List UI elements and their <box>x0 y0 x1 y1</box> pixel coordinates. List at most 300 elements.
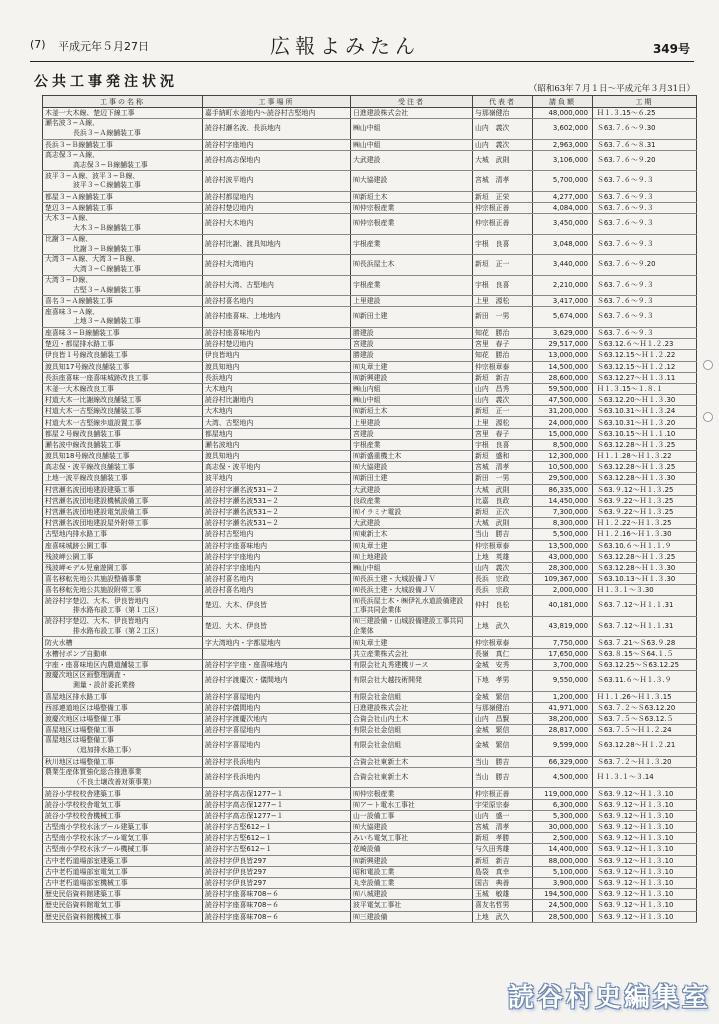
cell-place: 読谷村大木地内 <box>203 214 351 235</box>
cell-amount: 88,000,000 <box>533 855 593 866</box>
cell-amount: 15,000,000 <box>533 428 593 439</box>
cell-name-line: 伊良皆１号線改良舗装工事 <box>45 351 128 360</box>
cell-name <box>43 119 203 140</box>
cell-contractor: ㈱山中組 <box>351 119 473 140</box>
cell-contractor: 宮建設 <box>351 339 473 350</box>
cell-amount: 2,963,000 <box>533 139 593 150</box>
cell-name <box>43 361 203 372</box>
cell-name-line: 渡慶次地区区画整理調査・ <box>45 671 128 680</box>
table-row <box>43 171 697 192</box>
cell-period: Ｓ63.10.31〜Ｈ１.３.20 <box>593 417 697 428</box>
cell-name-line: 喜名３−Ａ線舗装工事 <box>45 297 113 306</box>
cell-name <box>43 339 203 350</box>
cell-period: Ｈ１.２.22〜Ｈ１.３.25 <box>593 518 697 529</box>
cell-period: Ｓ63.７.６〜９.３ <box>593 171 697 192</box>
cell-contractor: 共立産業株式会社 <box>351 648 473 659</box>
cell-rep: 長浜 宗政 <box>473 585 533 596</box>
cell-name-line: 長浜３−Ｂ線舗装工事 <box>45 140 113 149</box>
cell-name <box>43 296 203 307</box>
cell-contractor: ㈲新興建設 <box>351 855 473 866</box>
cell-name-line: 歴史民俗資料館電気工事 <box>45 901 121 910</box>
cell-period: Ｈ１.３.１〜３.14 <box>593 767 697 788</box>
table-row <box>43 810 697 821</box>
cell-contractor: 丸幸設備工業 <box>351 877 473 888</box>
cell-name-line: 長浜座喜味一座喜味城跡改良工事 <box>45 373 149 382</box>
cell-contractor: ㈲仲宗根産業 <box>351 214 473 235</box>
cell-name-line: 座喜味城跡公園工事 <box>45 541 108 550</box>
cell-amount: 38,200,000 <box>533 713 593 724</box>
table-row <box>43 866 697 877</box>
cell-amount: 28,300,000 <box>533 562 593 573</box>
cell-place: 読谷村波平地内 <box>203 171 351 192</box>
cell-rep: 大城 武則 <box>473 484 533 495</box>
cell-rep: 新垣 正一 <box>473 255 533 276</box>
cell-place: 波平地内 <box>203 473 351 484</box>
cell-contractor: 良政産業 <box>351 495 473 506</box>
cell-name <box>43 855 203 866</box>
cell-period: Ｓ63.９.22〜Ｈ１.３.25 <box>593 506 697 517</box>
cell-period: Ｓ63.12.28〜Ｈ１.３.25 <box>593 462 697 473</box>
cell-period: Ｓ63.７.５〜Ｓ63.12.５ <box>593 713 697 724</box>
cell-place: 読谷村座喜味、上地地内 <box>203 307 351 328</box>
cell-rep: 宮里 春子 <box>473 428 533 439</box>
cell-period: Ｓ63.12.28〜Ｈ１.３.30 <box>593 562 697 573</box>
cell-amount: 43,819,000 <box>533 616 593 637</box>
table-row <box>43 191 697 202</box>
cell-name-line: 古中老朽道場部室機械工事 <box>45 879 128 888</box>
table-row <box>43 406 697 417</box>
cell-place: 読谷村字喜屋地内 <box>203 736 351 757</box>
cell-place: 嘉手納町水釜地内〜読谷村古堅地内 <box>203 108 351 119</box>
cell-rep: 島袋 真幸 <box>473 866 533 877</box>
cell-name <box>43 462 203 473</box>
table-row <box>43 799 697 810</box>
cell-place: 大木地内 <box>203 383 351 394</box>
cell-rep: 長嶺 真仁 <box>473 648 533 659</box>
cell-place: 読谷村字座喜味地内 <box>203 540 351 551</box>
cell-amount: 48,000,000 <box>533 108 593 119</box>
table-row <box>43 540 697 551</box>
cell-place: 読谷村字儀間地内 <box>203 702 351 713</box>
cell-amount: 3,602,000 <box>533 119 593 140</box>
cell-name <box>43 822 203 833</box>
cell-place: 読谷村瀬名波、長浜地内 <box>203 119 351 140</box>
cell-rep: 仲宗根正善 <box>473 203 533 214</box>
table-row <box>43 296 697 307</box>
cell-place: 瀬名波地内 <box>203 439 351 450</box>
cell-period: Ｓ63.７.６〜９.３ <box>593 275 697 296</box>
cell-place: 読谷村喜名地内 <box>203 296 351 307</box>
cell-amount: 2,210,000 <box>533 275 593 296</box>
cell-amount: 9,599,000 <box>533 736 593 757</box>
cell-name <box>43 451 203 462</box>
cell-period: Ｓ63.10.31〜Ｈ１.３.24 <box>593 406 697 417</box>
cell-amount: 3,900,000 <box>533 877 593 888</box>
table-row <box>43 736 697 757</box>
cell-name-line: 読谷小学校校舎電気工事 <box>45 800 121 809</box>
table-row <box>43 529 697 540</box>
cell-period: Ｈ１.１.28〜Ｈ１.３.22 <box>593 451 697 462</box>
cell-contractor: ㈲丸章土建 <box>351 637 473 648</box>
cell-place: 大湾、古堅地内 <box>203 417 351 428</box>
cell-period: Ｓ63.７.12〜Ｈ１.１.31 <box>593 596 697 617</box>
cell-period: Ｓ63.７.21〜Ｓ63.９.28 <box>593 637 697 648</box>
cell-amount: 5,300,000 <box>533 810 593 821</box>
cell-period: Ｓ63.10.13〜Ｈ１.３.30 <box>593 574 697 585</box>
cell-amount: 5,500,000 <box>533 529 593 540</box>
cell-period: Ｓ63.９.12〜Ｈ１.３.10 <box>593 866 697 877</box>
cell-name <box>43 108 203 119</box>
cell-amount: 4,277,000 <box>533 191 593 202</box>
cell-rep: 上地 武久 <box>473 911 533 922</box>
cell-period: Ｓ63.７.12〜Ｈ１.１.31 <box>593 616 697 637</box>
table-row <box>43 574 697 585</box>
cell-amount: 3,417,000 <box>533 296 593 307</box>
table-row <box>43 833 697 844</box>
cell-rep: 比嘉 良政 <box>473 495 533 506</box>
cell-amount: 59,500,000 <box>533 383 593 394</box>
cell-contractor: 有限会社丸秀建機リース <box>351 659 473 670</box>
cell-name <box>43 562 203 573</box>
table-row <box>43 473 697 484</box>
table-row <box>43 648 697 659</box>
cell-place: 大木地内 <box>203 406 351 417</box>
cell-name <box>43 810 203 821</box>
cell-period: Ｓ63.９.12〜Ｈ１.３.10 <box>593 822 697 833</box>
col-header-contractor: 受注者 <box>351 96 473 108</box>
table-row <box>43 659 697 670</box>
cell-place: 読谷村字座地内 <box>203 139 351 150</box>
cell-name-line: 排水路布設工事（第１工区） <box>73 606 163 615</box>
cell-name-line: 古堅南小学校水泳プール電気工事 <box>45 834 149 843</box>
cell-place: 渡具知地内 <box>203 451 351 462</box>
col-header-place: 工事場所 <box>203 96 351 108</box>
cell-rep: 仲村 良松 <box>473 596 533 617</box>
cell-contractor: 有限会社金信組 <box>351 736 473 757</box>
cell-amount: 29,517,000 <box>533 339 593 350</box>
cell-place: 読谷村字宇座・座喜味地内 <box>203 659 351 670</box>
cell-contractor: みいち電気工事社 <box>351 833 473 844</box>
cell-amount: 5,100,000 <box>533 866 593 877</box>
cell-amount: 29,500,000 <box>533 473 593 484</box>
cell-contractor: ㈲イラミナ電設 <box>351 506 473 517</box>
cell-contractor: 合資会社山内土木 <box>351 713 473 724</box>
cell-rep: 大城 武則 <box>473 518 533 529</box>
cell-rep: 国吉 典善 <box>473 877 533 888</box>
cell-rep: 宇栄原宗泰 <box>473 799 533 810</box>
cell-amount: 24,000,000 <box>533 417 593 428</box>
table-row <box>43 108 697 119</box>
cell-name <box>43 637 203 648</box>
table-row <box>43 327 697 338</box>
cell-rep: 仲宗根章泰 <box>473 540 533 551</box>
cell-period: Ｓ63.７.６〜９.20 <box>593 255 697 276</box>
cell-contractor: 上里建設 <box>351 296 473 307</box>
cell-contractor: 山一設備工事 <box>351 810 473 821</box>
cell-name <box>43 439 203 450</box>
table-row <box>43 637 697 648</box>
cell-name-line: 読谷小学校校舎機械工事 <box>45 811 121 820</box>
table-row <box>43 150 697 171</box>
cell-place: 読谷村字渡慶次・儀間地内 <box>203 671 351 692</box>
cell-name <box>43 383 203 394</box>
cell-amount: 4,500,000 <box>533 767 593 788</box>
cell-amount: 109,367,000 <box>533 574 593 585</box>
cell-period: Ｓ63.８.15〜Ｓ64.１.５ <box>593 648 697 659</box>
cell-period: Ｈ１.１.26〜Ｈ１.３.15 <box>593 691 697 702</box>
cell-place <box>203 648 351 659</box>
cell-rep: 新垣 正一 <box>473 406 533 417</box>
table-row <box>43 395 697 406</box>
cell-period: Ｓ63.12.28〜Ｈ１.２.21 <box>593 736 697 757</box>
cell-contractor: ㈲新垣土木 <box>351 191 473 202</box>
cell-name-line: 喜屋地区は場整備工事 <box>45 726 114 735</box>
table-row <box>43 671 697 692</box>
cell-period: Ｓ63.７.６〜９.３ <box>593 191 697 202</box>
cell-rep: 当山 勝吉 <box>473 529 533 540</box>
cell-amount: 28,817,000 <box>533 725 593 736</box>
table-row <box>43 372 697 383</box>
table-row <box>43 788 697 799</box>
cell-rep: 新垣 孝勝 <box>473 833 533 844</box>
table-row <box>43 255 697 276</box>
cell-place: 読谷村字瀬名波531−２ <box>203 484 351 495</box>
cell-amount: 28,500,000 <box>533 911 593 922</box>
page-header <box>30 28 690 58</box>
table-row <box>43 713 697 724</box>
table-row <box>43 702 697 713</box>
cell-period: Ｓ63.９.22〜Ｈ１.３.25 <box>593 495 697 506</box>
cell-name-line: 高志保・波平線改良舗装工事 <box>45 463 135 472</box>
table-row <box>43 877 697 888</box>
cell-name-line: 都屋２号線改良舗装工事 <box>45 429 121 438</box>
cell-rep: 山内 義次 <box>473 562 533 573</box>
cell-name-line: 宇座・座喜味地区内農道舗装工事 <box>45 660 149 669</box>
cell-place: 読谷村字宇座地内 <box>203 562 351 573</box>
cell-place: 読谷村比謝地内 <box>203 395 351 406</box>
cell-period: Ｓ63.７.２〜Ｈ１.３.20 <box>593 756 697 767</box>
cell-name <box>43 767 203 788</box>
cell-rep: 上里 源松 <box>473 417 533 428</box>
cell-place: 伊良皆地内 <box>203 350 351 361</box>
cell-amount: 194,500,000 <box>533 889 593 900</box>
cell-name <box>43 574 203 585</box>
cell-name-line: 瀬名波３−Ａ線、 <box>45 119 100 128</box>
cell-contractor: ㈲八城建設 <box>351 889 473 900</box>
cell-contractor: 波平電気工事社 <box>351 900 473 911</box>
table-row <box>43 383 697 394</box>
cell-name <box>43 406 203 417</box>
cell-amount: 31,200,000 <box>533 406 593 417</box>
cell-period: Ｈ１.３.15〜６.25 <box>593 108 697 119</box>
table-row <box>43 562 697 573</box>
cell-amount: 6,300,000 <box>533 799 593 810</box>
cell-name-line: 上地３−Ａ線舗装工事 <box>73 317 141 326</box>
cell-contractor: ㈲長浜土建・大城設備ＪＶ <box>351 585 473 596</box>
table-row <box>43 725 697 736</box>
cell-amount: 12,300,000 <box>533 451 593 462</box>
cell-rep: 新垣 新吉 <box>473 855 533 866</box>
cell-place: 読谷村字高志保1277−１ <box>203 799 351 810</box>
col-header-period: 工期 <box>593 96 697 108</box>
cell-place: 楚辺、大木、伊良皆 <box>203 616 351 637</box>
cell-contractor: ㈲長浜屋土木・㈱伊礼水道設備建設工事共同企業体 <box>351 596 473 617</box>
cell-contractor: ㈲仲宗根産業 <box>351 788 473 799</box>
cell-name-line: 村営瀬名波団地建設機械設備工事 <box>45 496 149 505</box>
cell-contractor: 大武建設 <box>351 518 473 529</box>
cell-period: Ｓ63.12.15〜Ｈ１.２.22 <box>593 350 697 361</box>
cell-place: 字大湾地内・字都屋地内 <box>203 637 351 648</box>
col-header-rep: 代表者 <box>473 96 533 108</box>
issue-page: 349号 <box>652 42 690 56</box>
cell-rep: 山内 義次 <box>473 119 533 140</box>
header-rule <box>30 61 694 62</box>
cell-period: Ｓ63.12.28〜Ｈ１.３.25 <box>593 439 697 450</box>
cell-name <box>43 484 203 495</box>
cell-rep: 山内 昌賢 <box>473 713 533 724</box>
table-row <box>43 855 697 866</box>
cell-amount: 5,700,000 <box>533 171 593 192</box>
cell-period: Ｓ63.12.25〜Ｓ63.12.25 <box>593 659 697 670</box>
cell-place: 読谷村喜名地内 <box>203 574 351 585</box>
cell-period: Ｓ63.７.６〜９.３ <box>593 203 697 214</box>
table-row <box>43 691 697 702</box>
cell-contractor: ㈱山中組 <box>351 395 473 406</box>
cell-name-line: 村道大木一古堅線歩道設置工事 <box>45 418 142 427</box>
cell-name-line: 西部連道地区は場整備工事 <box>45 703 128 712</box>
cell-name-line: 村営瀬名波団地建設屋外附帯工事 <box>45 519 149 528</box>
cell-contractor: 日進建設株式会社 <box>351 108 473 119</box>
cell-contractor: 合資会社東新土木 <box>351 767 473 788</box>
cell-name <box>43 713 203 724</box>
cell-contractor: ㈲新垣土木 <box>351 406 473 417</box>
cell-contractor: 宇根産業 <box>351 275 473 296</box>
cell-name <box>43 596 203 617</box>
cell-name-line: 残波岬モデル児童遊園工事 <box>45 563 128 572</box>
cell-contractor: ㈲丸章土建 <box>351 361 473 372</box>
cell-name-line: 座喜味３−Ａ線、 <box>45 307 100 316</box>
cell-rep: 上地 武久 <box>473 616 533 637</box>
cell-name-line: 木釜一大木線改良工事 <box>45 384 114 393</box>
cell-name-line: 農業生産体質強化総合推進事業 <box>45 768 142 777</box>
archive-stamp: 読谷村史編集室 <box>507 983 711 1013</box>
cell-contractor: ㈲新興建設 <box>351 372 473 383</box>
cell-name-line: 高志保３−Ｂ線舗装工事 <box>73 160 148 169</box>
cell-place: 読谷村字宇座地内 <box>203 551 351 562</box>
cell-rep: 仲宗根正善 <box>473 788 533 799</box>
cell-contractor: ㈲大協建設 <box>351 822 473 833</box>
cell-place: 渡具知地内 <box>203 361 351 372</box>
cell-place: 都屋地内 <box>203 428 351 439</box>
cell-place: 読谷村字座喜味708−６ <box>203 900 351 911</box>
table-row <box>43 596 697 617</box>
cell-period: Ｓ63.12.27〜Ｈ１.３.11 <box>593 372 697 383</box>
cell-contractor: ㈲上地建設 <box>351 551 473 562</box>
cell-name <box>43 350 203 361</box>
table-row <box>43 234 697 255</box>
table-row <box>43 214 697 235</box>
cell-period: Ｓ63.７.５〜Ｈ１.２.24 <box>593 725 697 736</box>
cell-name <box>43 191 203 202</box>
cell-contractor: 日進建設株式会社 <box>351 702 473 713</box>
cell-amount: 3,629,000 <box>533 327 593 338</box>
cell-amount: 3,450,000 <box>533 214 593 235</box>
cell-rep: 大城 武則 <box>473 150 533 171</box>
cell-name-line: 村営瀬名波団地建設建築工事 <box>45 485 135 494</box>
cell-place: 読谷村座喜味地内 <box>203 327 351 338</box>
cell-name <box>43 529 203 540</box>
table-row <box>43 911 697 922</box>
cell-amount: 17,650,000 <box>533 648 593 659</box>
cell-amount: 8,300,000 <box>533 518 593 529</box>
cell-period: Ｓ63.９.12〜Ｈ１.３.10 <box>593 788 697 799</box>
cell-name-line: 歴史民俗資料館機械工事 <box>45 912 121 921</box>
cell-name <box>43 756 203 767</box>
cell-contractor: ㈲大協建設 <box>351 462 473 473</box>
cell-name-line: 波平３−Ｃ線舗装工事 <box>73 181 141 190</box>
cell-contractor: ㈲東新土木 <box>351 529 473 540</box>
contracts-table <box>42 95 697 923</box>
cell-rep: 宇根 良喜 <box>473 275 533 296</box>
cell-name <box>43 327 203 338</box>
cell-amount: 2,000,000 <box>533 585 593 596</box>
table-row <box>43 462 697 473</box>
cell-name <box>43 506 203 517</box>
cell-rep: 山内 義次 <box>473 139 533 150</box>
publication-date: 平成元年５月27日 <box>58 40 149 53</box>
cell-rep: 与久田秀雄 <box>473 844 533 855</box>
table-row <box>43 417 697 428</box>
cell-period: Ｓ63.11.６〜Ｈ１.３.９ <box>593 671 697 692</box>
cell-amount: 41,971,000 <box>533 702 593 713</box>
cell-name <box>43 585 203 596</box>
cell-contractor: ㈲三建設備 <box>351 911 473 922</box>
cell-period: Ｓ63.10.15〜Ｈ１.１.10 <box>593 428 697 439</box>
cell-rep: 新垣 新吉 <box>473 372 533 383</box>
cell-name-line: 比謝３−Ｂ線舗装工事 <box>73 244 141 253</box>
table-row <box>43 203 697 214</box>
cell-amount: 3,440,000 <box>533 255 593 276</box>
cell-rep: 知花 勝治 <box>473 327 533 338</box>
cell-contractor: 宇根産業 <box>351 439 473 450</box>
cell-name <box>43 307 203 328</box>
cell-amount: 3,106,000 <box>533 150 593 171</box>
cell-name <box>43 900 203 911</box>
cell-name <box>43 616 203 637</box>
cell-period: Ｓ63.12.28〜Ｈ１.３.25 <box>593 551 697 562</box>
cell-name-line: 高志保３−Ａ線、 <box>45 151 100 160</box>
cell-place: 読谷村字古堅612−１ <box>203 844 351 855</box>
cell-contractor: ㈲丸章土建 <box>351 540 473 551</box>
cell-amount: 2,500,000 <box>533 833 593 844</box>
cell-amount: 13,500,000 <box>533 540 593 551</box>
cell-rep: 宮城 清孝 <box>473 822 533 833</box>
binder-hole <box>703 360 713 370</box>
cell-amount: 1,200,000 <box>533 691 593 702</box>
cell-period: Ｈ１.３.15〜１.８.１ <box>593 383 697 394</box>
table-row <box>43 119 697 140</box>
cell-name-line: 歴史民俗資料館建築工事 <box>45 890 121 899</box>
cell-name-line: 秋川地区は場整備工事 <box>45 757 114 766</box>
cell-period: Ｓ63.７.６〜９.３ <box>593 307 697 328</box>
report-period: （昭和63年７月１日〜平成元年３月31日） <box>528 84 695 94</box>
cell-name-line: 喜屋地区は場整備工事 <box>45 736 114 745</box>
cell-place: 読谷村字伊良皆297 <box>203 866 351 877</box>
cell-contractor: 有限会社金信組 <box>351 725 473 736</box>
cell-amount: 66,329,000 <box>533 756 593 767</box>
cell-name-line: 防火水槽 <box>45 638 73 647</box>
cell-period: Ｓ63.７.６〜９.３ <box>593 234 697 255</box>
